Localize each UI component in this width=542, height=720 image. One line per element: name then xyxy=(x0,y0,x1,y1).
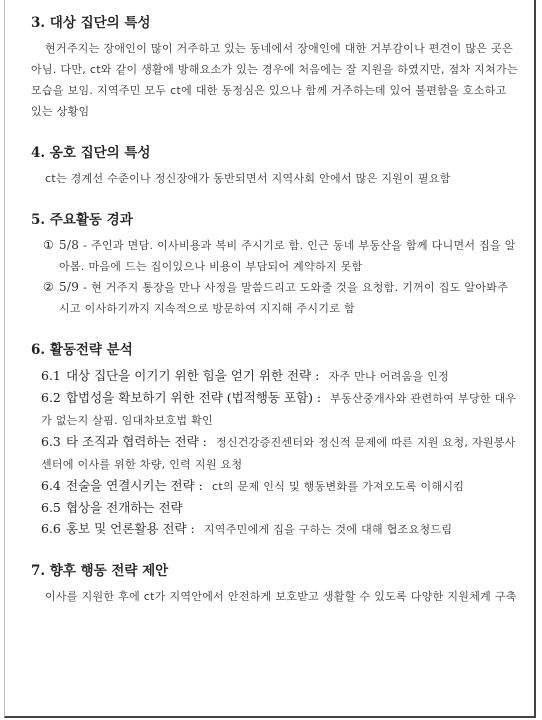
strategy-note: 지역주민에게 집을 구하는 것에 대해 협조요청드림 xyxy=(203,523,453,536)
strategy-label: 대상 집단을 이기기 위한 힘을 얻기 위한 전략 : xyxy=(65,368,320,383)
section-text: ct는 경계선 수준이나 정신장애가 동반되면서 지역사회 안에서 많은 지원이 필요함 xyxy=(45,172,451,185)
strategy-label: 협상을 전개하는 전략 xyxy=(65,500,183,515)
section-target-group xyxy=(31,14,519,122)
document-content xyxy=(31,14,519,629)
strategy-number: 6.2 xyxy=(41,390,61,405)
activity-item xyxy=(31,235,519,277)
strategy-item xyxy=(31,475,519,497)
strategy-label: 타 조직과 협력하는 전략 : xyxy=(65,434,207,449)
section-heading: 4. 옹호 집단의 특성 xyxy=(31,145,151,161)
activity-date: 5/9 xyxy=(59,280,80,294)
section-text: 이사를 지원한 후에 ct가 지역안에서 안전하게 보호받고 생활할 수 있도록 다양한 지원체계 구축 xyxy=(45,590,517,603)
strategy-number: 6.3 xyxy=(41,434,61,449)
section-text: 현거주지는 장애인이 많이 거주하고 있는 동네에서 장애인에 대한 거부감이나 편견이 많은 곳은 아님. 다만, ct와 같이 생활에 방해요소가 있는 경우에 처음에는 잘 지원을 하였지만, 점차 지쳐가는 모습을 보임. 지역주민 모두 ct에 대한 동정심은 있으나 함께 거주하는데 있어 불편함을 호소하고 있는 상황임 xyxy=(31,42,518,118)
strategy-item xyxy=(31,518,519,540)
section-advocacy-group xyxy=(31,144,519,189)
strategy-item xyxy=(31,387,519,431)
strategy-number: 6.6 xyxy=(41,521,61,536)
item-marker: ② xyxy=(43,280,54,294)
activity-text: - 주인과 면담. 이사비용과 복비 주시기로 함. 인근 동네 부동산을 함께 다니면서 집을 알아봄. 마음에 드는 집이있으나 비용이 부담되어 계약하지 못함 xyxy=(59,239,516,273)
strategy-item xyxy=(31,365,519,387)
section-strategy-analysis xyxy=(31,341,519,540)
strategy-note: 부동산중개사와 관련하여 부당한 대우가 없는지 살핌. 임대차보호법 확인 xyxy=(41,392,517,427)
section-heading: 7. 향후 행동 전략 제안 xyxy=(31,563,169,579)
section-activity-progress xyxy=(31,211,519,319)
strategy-label: 합법성을 확보하기 위한 전략 (법적행동 포함) : xyxy=(65,390,322,405)
strategy-note: 정신건강증진센터와 정신적 문제에 따른 지원 요청, 자원봉사센터에 이사를 위한 차량, 인력 지원 요청 xyxy=(41,436,516,471)
section-future-strategy xyxy=(31,562,519,607)
section-heading: 6. 활동전략 분석 xyxy=(31,342,133,358)
strategy-note: 자주 만나 어려움을 인정 xyxy=(328,370,450,383)
strategy-item xyxy=(31,497,519,518)
strategy-label: 전술을 연결시키는 전략 : xyxy=(65,478,203,493)
activity-text: - 현 거주지 통장을 만나 사정을 말씀드리고 도와줄 것을 요청함. 기꺼이 집도 알아봐주시고 이사하기까지 지속적으로 방문하여 지지해 주시기로 함 xyxy=(59,281,509,315)
document-page xyxy=(4,0,536,718)
strategy-number: 6.5 xyxy=(41,500,61,515)
strategy-number: 6.4 xyxy=(41,478,61,493)
strategy-label: 홍보 및 언론활용 전략 : xyxy=(65,521,195,536)
activity-date: 5/8 xyxy=(59,238,80,252)
section-heading: 3. 대상 집단의 특성 xyxy=(31,15,151,31)
strategy-number: 6.1 xyxy=(41,368,61,383)
strategy-item xyxy=(31,431,519,475)
section-heading: 5. 주요활동 경과 xyxy=(31,212,133,228)
activity-item xyxy=(31,277,519,319)
item-marker: ① xyxy=(43,238,54,252)
strategy-note: ct의 문제 인식 및 행동변화를 가져오도록 이해시킴 xyxy=(211,480,465,493)
